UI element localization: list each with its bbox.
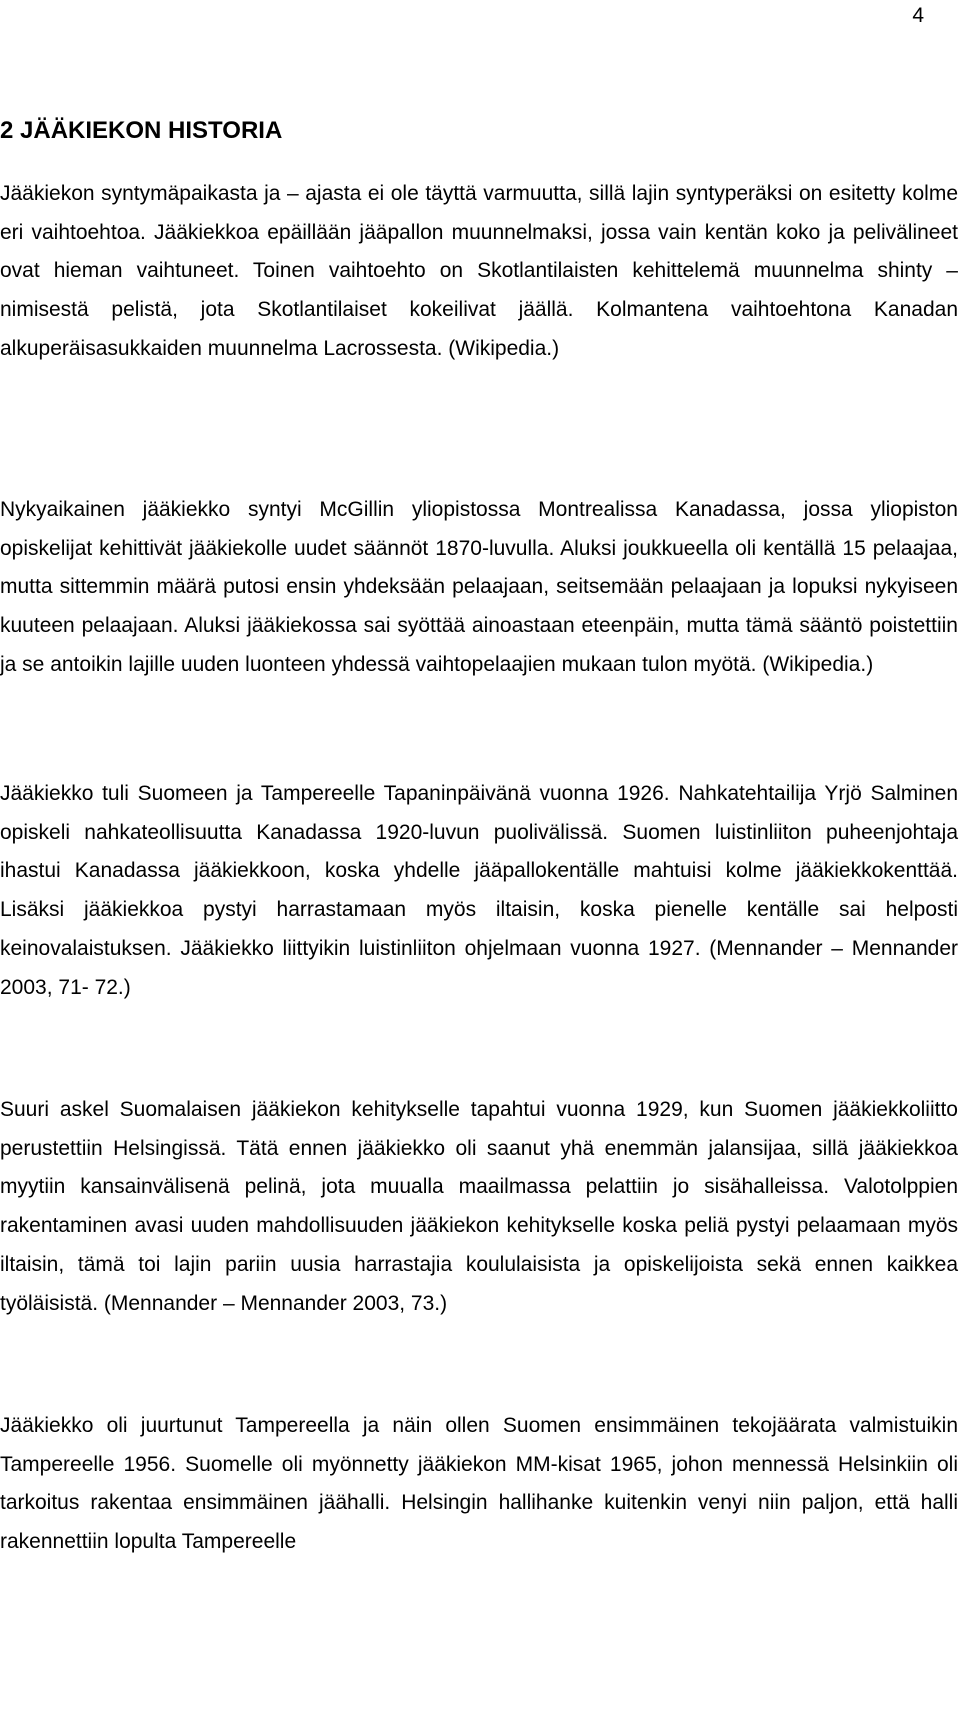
paragraph: Jääkiekon syntymäpaikasta ja – ajasta ei ole täyttä varmuutta, sillä lajin syntyperäksi on esitetty kolme eri vaihtoehtoa. Jääkiekkoa epäillään jääpallon muunnelmaksi, jossa vain kentän koko ja pelivälineet ovat hieman vaihtuneet. Toinen vaihtoehto on Skotlantilaisten kehittelemä muunnelma shinty – nimisestä pelistä, jota Skotlantilaiset kokeilivat jäällä. Kolmantena vaihtoehtona Kanadan alkuperäisasukkaiden muunnelma Lacrossesta. (Wikipedia.) <box>0 182 958 360</box>
page-number: 4 <box>912 4 924 27</box>
chapter-heading: 2 JÄÄKIEKON HISTORIA <box>0 117 283 144</box>
paragraph: Nykyaikainen jääkiekko syntyi McGillin yliopistossa Montrealissa Kanadassa, jossa yliopiston opiskelijat kehittivät jääkiekolle uudet säännöt 1870-luvulla. Aluksi joukkueella oli kentällä 15 pelaajaa, mutta sittemmin määrä putosi ensin yhdeksään pelaajaan, seitsemään pelaajaan ja lopuksi nykyiseen kuuteen pelaajaan. Aluksi jääkiekossa sai syöttää ainoastaan eteenpäin, mutta tämä sääntö poistettiin ja se antoikin lajille uuden luonteen yhdessä vaihtopelaajien mukaan tulon myötä. (Wikipedia.) <box>0 498 958 676</box>
paragraph: Jääkiekko oli juurtunut Tampereella ja näin ollen Suomen ensimmäinen tekojäärata valmistuikin Tampereelle 1956. Suomelle oli myönnetty jääkiekon MM-kisat 1965, johon mennessä Helsinkiin oli tarkoitus rakentaa ensimmäinen jäähalli. Helsingin hallihanke kuitenkin venyi niin paljon, että halli rakennettiin lopulta Tampereelle <box>0 1414 958 1554</box>
paragraph: Suuri askel Suomalaisen jääkiekon kehitykselle tapahtui vuonna 1929, kun Suomen jääkiekkoliitto perustettiin Helsingissä. Tätä ennen jääkiekko oli saanut yhä enemmän jalansijaa, sillä jääkiekkoa myytiin kansainvälisenä pelinä, jota muualla maailmassa pelattiin jo sisähalleissa. Valotolppien rakentaminen avasi uuden mahdollisuuden jääkiekon kehitykselle koska peliä pystyi pelaamaan myös iltaisin, tämä toi lajin pariin uusia harrastajia koululaisista ja opiskelijoista sekä ennen kaikkea työläisistä. (Mennander – Mennander 2003, 73.) <box>0 1098 958 1315</box>
paragraph: Jääkiekko tuli Suomeen ja Tampereelle Tapaninpäivänä vuonna 1926. Nahkatehtailija Yrjö Salminen opiskeli nahkateollisuutta Kanadassa 1920-luvun puolivälissä. Suomen luistinliiton puheenjohtaja ihastui Kanadassa jääkiekkoon, koska yhdelle jääpallokentälle mahtuisi kolme jääkiekkokenttää. Lisäksi jääkiekkoa pystyi harrastamaan myös iltaisin, koska pienelle kentälle sai helposti keinovalaistuksen. Jääkiekko liittyikin luistinliiton ohjelmaan vuonna 1927. (Mennander – Mennander 2003, 71- 72.) <box>0 782 958 999</box>
